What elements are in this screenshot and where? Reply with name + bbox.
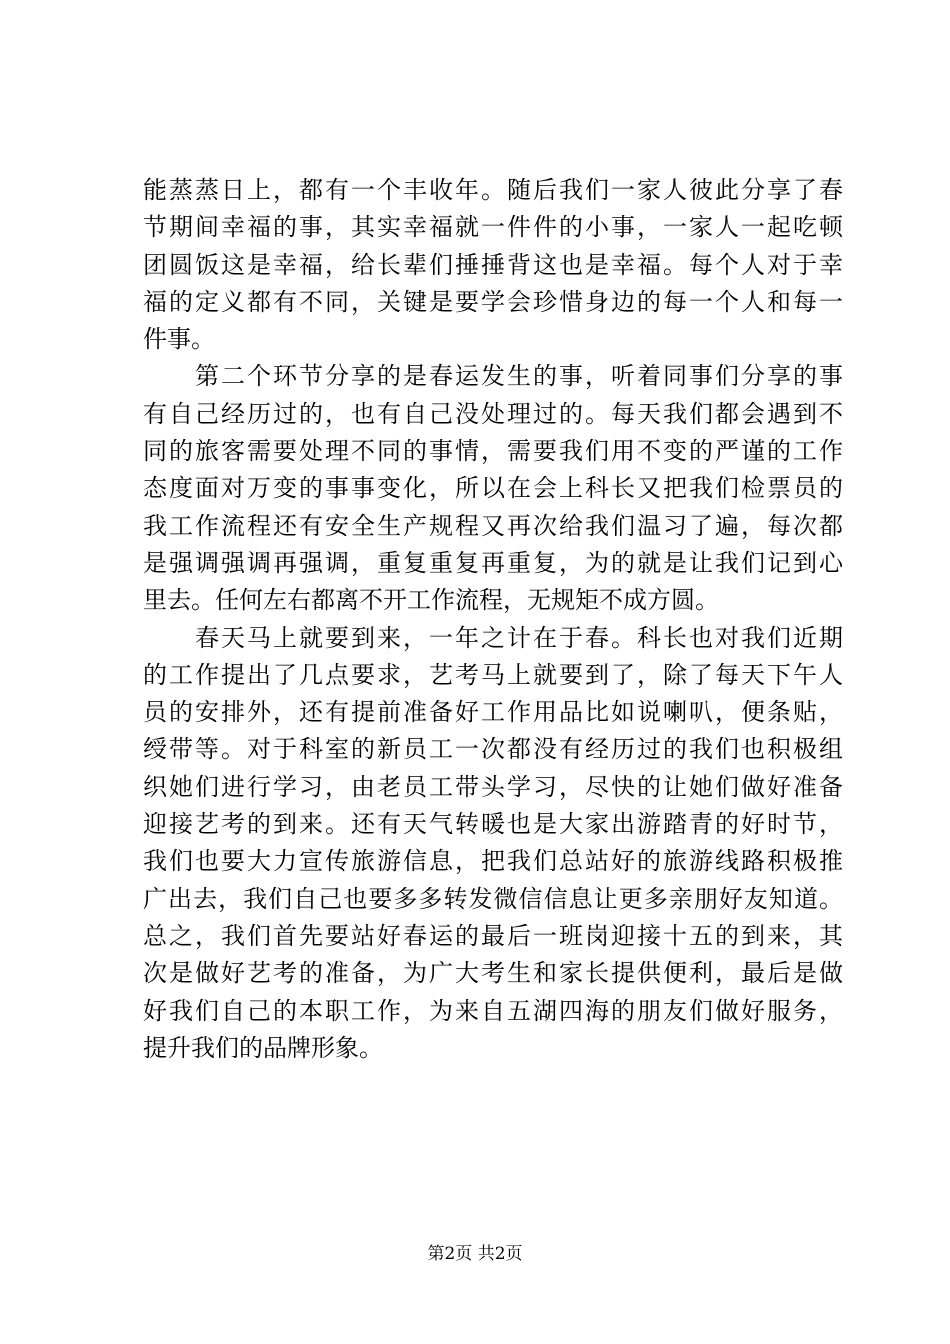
text-line: 次是做好艺考的准备，为广大考生和家长提供便利，最后是做 xyxy=(143,959,843,988)
text-line: 我们也要大力宣传旅游信息，把我们总站好的旅游线路积极推 xyxy=(143,847,843,876)
text-line: 能蒸蒸日上，都有一个丰收年。随后我们一家人彼此分享了春 xyxy=(143,176,843,204)
text-line: 里去。任何左右都离不开工作流程，无规矩不成方圆。 xyxy=(143,586,719,615)
text-line: 团圆饭这是幸福，给长辈们捶捶背这也是幸福。每个人对于幸 xyxy=(143,250,843,279)
text-line: 第二个环节分享的是春运发生的事，听着同事们分享的事 xyxy=(143,362,843,391)
text-line: 我工作流程还有安全生产规程又再次给我们温习了遍，每次都 xyxy=(143,511,843,540)
text-line: 好我们自己的本职工作，为来自五湖四海的朋友们做好服务， xyxy=(143,996,843,1025)
text-line: 同的旅客需要处理不同的事情，需要我们用不变的严谨的工作 xyxy=(143,437,843,466)
text-line: 福的定义都有不同，关键是要学会珍惜身边的每一个人和每一 xyxy=(143,287,843,316)
text-line: 节期间幸福的事，其实幸福就一件件的小事，一家人一起吃顿 xyxy=(143,213,843,242)
text-line: 春天马上就要到来，一年之计在于春。科长也对我们近期 xyxy=(143,623,843,652)
text-line: 件事。 xyxy=(143,325,215,354)
text-line: 态度面对万变的事事变化，所以在会上科长又把我们检票员的 xyxy=(143,474,843,503)
text-line: 织她们进行学习，由老员工带头学习，尽快的让她们做好准备 xyxy=(143,772,843,801)
text-line: 员的安排外，还有提前准备好工作用品比如说喇叭，便条贴， xyxy=(143,698,843,727)
text-line: 的工作提出了几点要求，艺考马上就要到了，除了每天下午人 xyxy=(143,660,843,689)
text-line: 广出去，我们自己也要多多转发微信信息让更多亲朋好友知道。 xyxy=(143,884,843,913)
text-line: 提升我们的品牌形象。 xyxy=(143,1033,383,1062)
text-line: 绶带等。对于科室的新员工一次都没有经历过的我们也积极组 xyxy=(143,735,843,764)
text-line: 总之，我们首先要站好春运的最后一班岗迎接十五的到来，其 xyxy=(143,921,843,950)
body-text xyxy=(143,172,843,1067)
page-footer: 第2页 共2页 xyxy=(427,1244,523,1264)
text-line: 迎接艺考的到来。还有天气转暖也是大家出游踏青的好时节， xyxy=(143,810,843,839)
text-line: 是强调强调再强调，重复重复再重复，为的就是让我们记到心 xyxy=(143,548,843,577)
text-line: 有自己经历过的，也有自己没处理过的。每天我们都会遇到不 xyxy=(143,399,843,428)
